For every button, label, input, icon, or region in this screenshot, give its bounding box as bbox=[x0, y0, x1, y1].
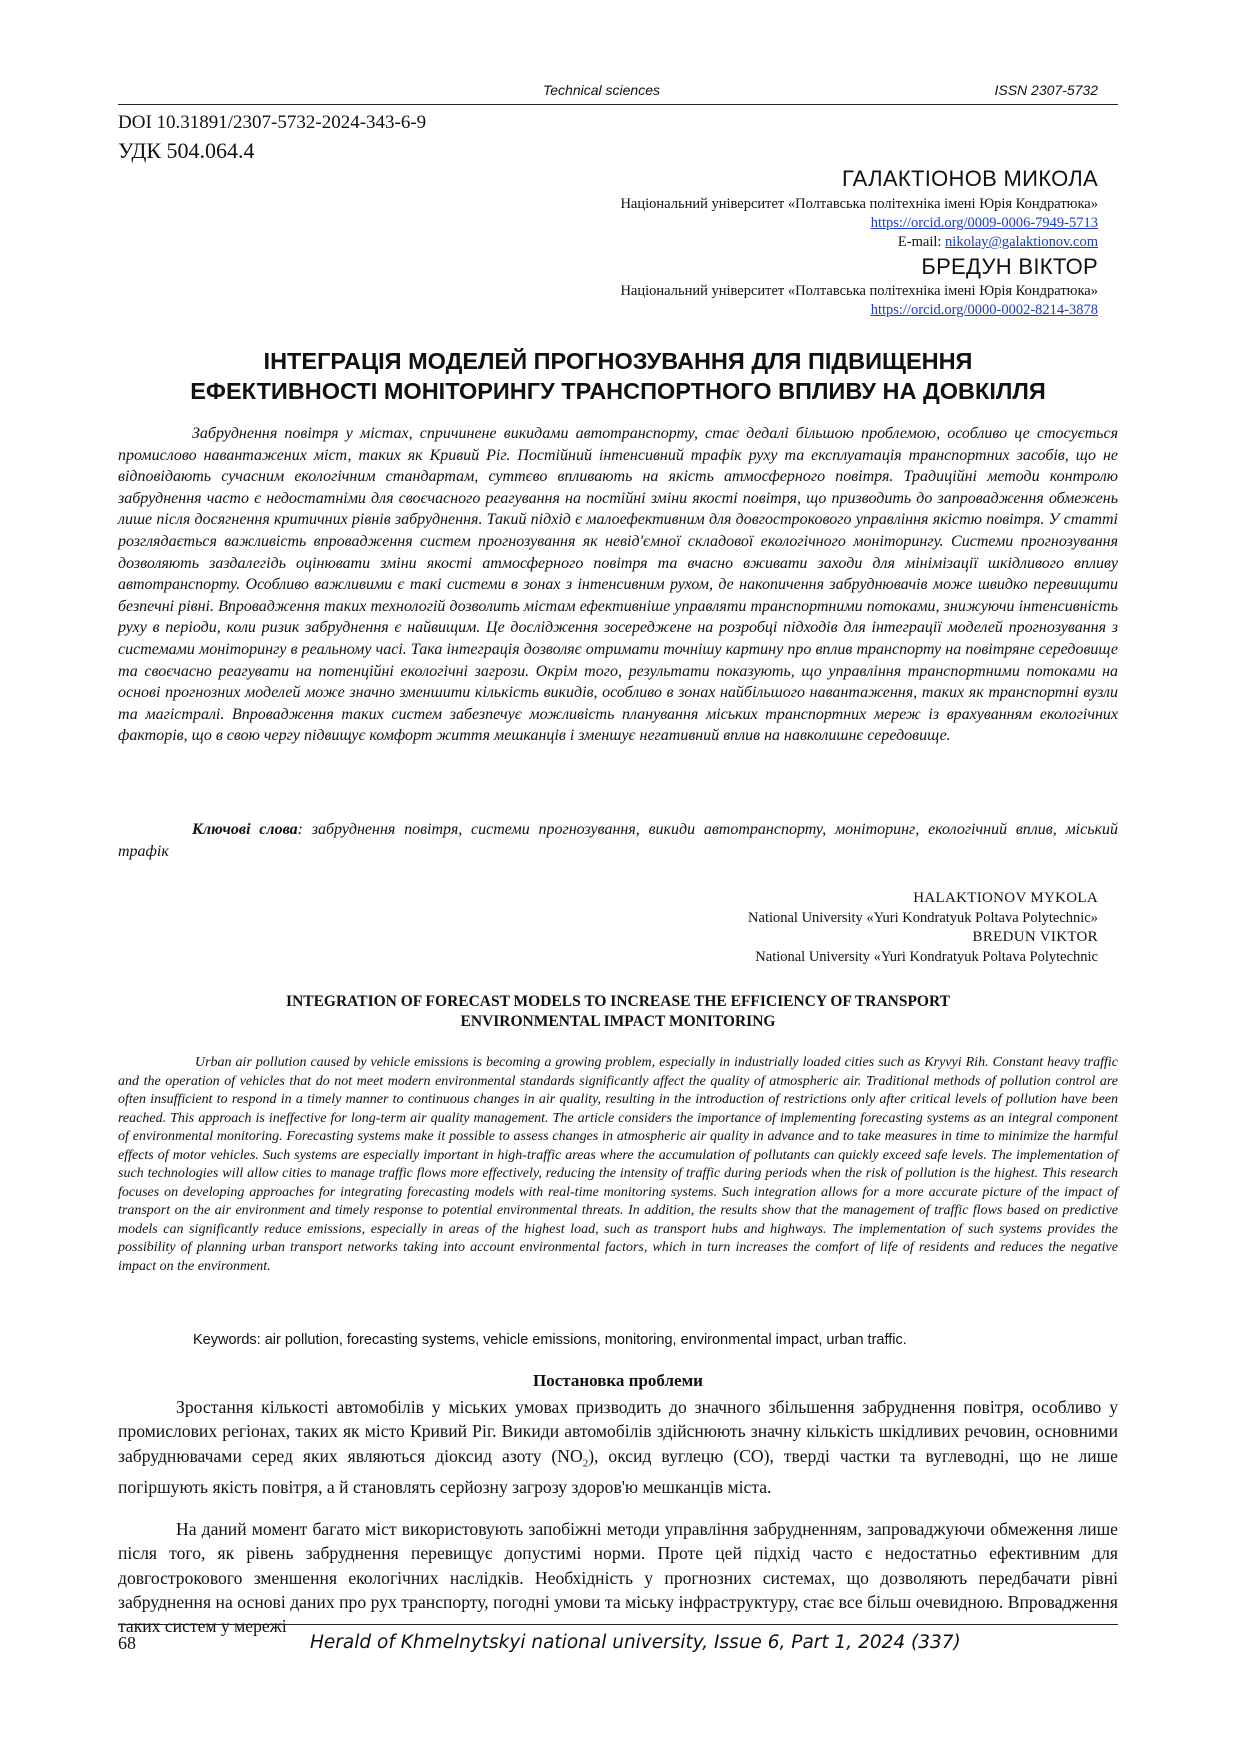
doi: DOI 10.31891/2307-5732-2024-343-6-9 bbox=[118, 112, 427, 133]
author-affiliation-en: National University «Yuri Kondratyuk Poltava Polytechnic» bbox=[748, 910, 1098, 926]
keywords-ua bbox=[118, 819, 1118, 862]
author-name: БРЕДУН ВІКТОР bbox=[921, 254, 1098, 279]
title-line: ENVIRONMENTAL IMPACT MONITORING bbox=[460, 1013, 776, 1030]
running-header-section: Technical sciences bbox=[543, 82, 660, 98]
orcid-link[interactable]: https://orcid.org/0009-0006-7949-5713 bbox=[870, 215, 1098, 231]
keywords-text: : забруднення повітря, системи прогнозування, викиди автотранспорту, моніторинг, екологічний вплив, міський трафік bbox=[118, 821, 1118, 860]
author-email-line bbox=[898, 234, 1098, 251]
paragraph-text: ), оксид вуглецю (CO), тверді частки та вуглеводні, що не лише погіршують якість повітря, а й становлять серйозну загрозу здоров'ю мешканців міста. bbox=[118, 1445, 1118, 1498]
author-name-en: HALAKTIONOV MYKOLA bbox=[913, 890, 1098, 906]
author-orcid-line bbox=[871, 302, 1098, 319]
journal-citation: Herald of Khmelnytskyi national university, Issue 6, Part 1, 2024 (337) bbox=[310, 1632, 961, 1653]
author-affiliation-en: National University «Yuri Kondratyuk Poltava Polytechnic bbox=[755, 949, 1098, 965]
footer-divider bbox=[118, 1624, 1118, 1625]
page-number: 68 bbox=[118, 1633, 136, 1653]
abstract-en: Urban air pollution caused by vehicle emissions is becoming a growing problem, especially in industrially loaded cities such as Kryvyi Rih. Constant heavy traffic and the operation of vehicles that do not meet modern environmental standards significantly affect the quality of atmospheric air. Traditional methods of pollution control are often insufficient to respond in a timely manner to continuous changes in air quality, resulting in the introduction of restrictions only after critical levels of pollution have been reached. This approach is ineffective for long-term air quality management. The article considers the importance of implementing forecasting systems as an integral component of environmental monitoring. Forecasting systems make it possible to assess changes in atmospheric air quality in advance and to take measures in time to minimize the harmful effects of motor vehicles. Such systems are especially important in high-traffic areas where the accumulation of pollutants can quickly exceed safe levels. The implementation of such technologies will allow cities to manage traffic flows more effectively, reducing the intensity of traffic during periods when the risk of pollution is the highest. This research focuses on developing approaches for integrating forecasting models with real-time monitoring systems. Such integration allows for a more accurate picture of the impact of transport on the air environment and timely response to potential environmental threats. In addition, the results show that the management of traffic flows based on predictive models can significantly reduce emissions, especially in areas of the highest load, such as transport hubs and highways. The implementation of such systems provides the possibility of planning urban transport networks taking into account environmental factors, which in turn increases the comfort of life of residents and reduces the negative impact on the environment. bbox=[118, 1055, 1118, 1274]
running-header-issn: ISSN 2307-5732 bbox=[994, 82, 1098, 98]
body-paragraph: На даний момент багато міст використовують запобіжні методи управління забрудненням, запроваджуючи обмеження лише після того, як рівень забруднення перевищує допустимі норми. Проте цей підхід часто є недостатньо ефективним для довгострокового зменшення екологічних наслідків. Необхідність у прогнозних системах, що дозволяють передбачати рівні забруднення на основі даних про рух транспорту, погодні умови та міську інфраструктуру, стає все більш очевидною. Впровадження таких систем у мережі bbox=[118, 1519, 1118, 1637]
author-name: ГАЛАКТІОНОВ МИКОЛА bbox=[841, 166, 1098, 191]
paragraph-text: Зростання кількості автомобілів у міських умовах призводить до значного збільшення забруднення повітря, особливо у промислових регіонах, таких як місто Кривий Ріг. Викиди автомобілів здійснюють значну кількість шкідливих речовин, основними забруднювачами серед яких являються діоксид азоту (NO bbox=[118, 1397, 1118, 1466]
body-paragraph bbox=[118, 1395, 1118, 1500]
header-divider bbox=[118, 104, 1118, 105]
keywords-en: Keywords: air pollution, forecasting systems, vehicle emissions, monitoring, environmental impact, urban traffic. bbox=[193, 1332, 907, 1348]
email-label: E-mail: bbox=[897, 234, 946, 250]
keywords-label: Ключові слова bbox=[192, 821, 298, 838]
title-line: INTEGRATION OF FORECAST MODELS TO INCREASE THE EFFICIENCY OF TRANSPORT bbox=[286, 993, 950, 1010]
title-line: ЕФЕКТИВНОСТІ МОНІТОРИНГУ ТРАНСПОРТНОГО ВПЛИВУ НА ДОВКІЛЛЯ bbox=[190, 378, 1046, 404]
article-title-ua bbox=[118, 346, 1118, 406]
article-title-en bbox=[118, 992, 1118, 1032]
author-orcid-line bbox=[871, 215, 1098, 232]
section-title: Постановка проблеми bbox=[533, 1371, 703, 1390]
subscript: 2 bbox=[582, 1457, 589, 1470]
title-line: ІНТЕГРАЦІЯ МОДЕЛЕЙ ПРОГНОЗУВАННЯ ДЛЯ ПІДВИЩЕННЯ bbox=[263, 348, 973, 374]
email-link[interactable]: nikolay@galaktionov.com bbox=[945, 234, 1098, 250]
orcid-link[interactable]: https://orcid.org/0000-0002-8214-3878 bbox=[870, 302, 1098, 318]
author-name-en: BREDUN VIKTOR bbox=[972, 929, 1098, 945]
author-affiliation: Національний університет «Полтавська політехніка імені Юрія Кондратюка» bbox=[620, 196, 1098, 212]
abstract-ua: Забруднення повітря у містах, спричинене викидами автотранспорту, стає дедалі більшою проблемою, особливо це стосується промислово навантажених міст, таких як Кривий Ріг. Постійний інтенсивний трафік руху та експлуатація транспортних засобів, що не відповідають сучасним екологічним стандартам, суттєво впливають на якість атмосферного повітря. Традиційні методи контролю забруднення часто є недостатніми для своєчасного реагування на постійні зміни якості повітря, що призводить до запровадження обмежень лише після досягнення критичних рівнів забруднення. Такий підхід є малоефективним для довгострокового управління якістю повітря. У статті розглядається важливість впровадження систем прогнозування як невід'ємної складової екологічного моніторингу. Системи прогнозування дозволяють заздалегідь оцінювати зміни якості атмосферного повітря та вчасно вживати заходи для мінімізації шкідливого впливу автотранспорту. Особливо важливими є такі системи в зонах з інтенсивним рухом, де накопичення забруднювачів може швидко перевищити безпечні рівні. Впровадження таких технологій дозволить містам ефективніше управляти транспортними потоками, знижуючи інтенсивність руху в періоди, коли ризик забруднення є найвищим. Це дослідження зосереджене на розробці підходів для інтеграції моделей прогнозування з системами моніторингу в реальному часі. Така інтеграція дозволяє отримати точнішу картину про вплив транспорту на повітряне середовище та своєчасно реагувати на потенційні екологічні загрози. Окрім того, результати показують, що управління транспортними потоками на основі прогнозних моделей може значно зменшити кількість викидів, особливо в зонах найбільшого навантаження, таких як транспортні вузли та магістралі. Впровадження таких систем забезпечує можливість планування міських транспортних мереж із врахуванням екологічних факторів, що в свою чергу підвищує комфорт життя мешканців і зменшує негативний вплив на навколишнє середовище. bbox=[118, 425, 1118, 745]
udk: УДК 504.064.4 bbox=[118, 138, 255, 163]
author-affiliation: Національний університет «Полтавська політехніка імені Юрія Кондратюка» bbox=[620, 283, 1098, 299]
